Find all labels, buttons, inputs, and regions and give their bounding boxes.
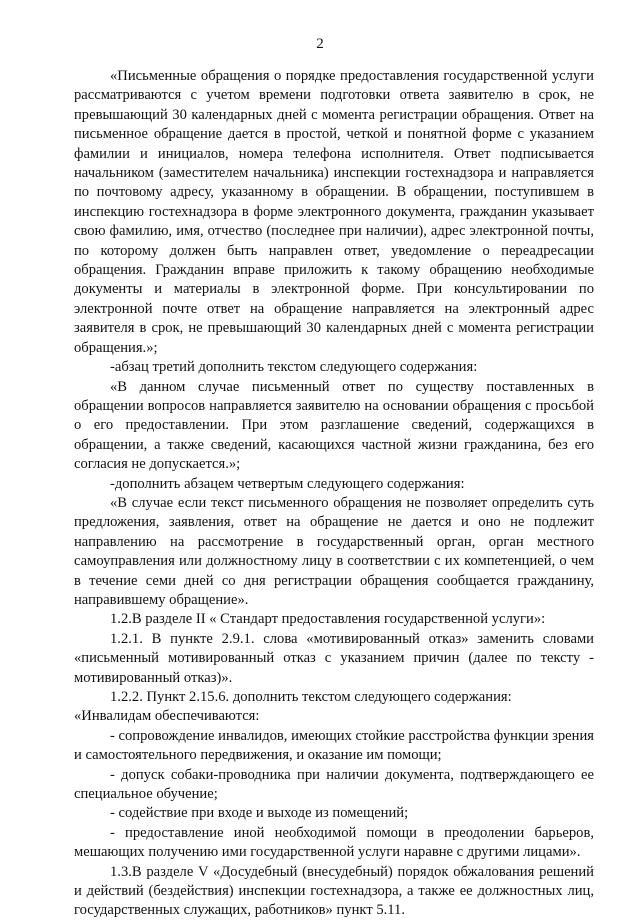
paragraph-item-1-2-1: 1.2.1. В пункте 2.9.1. слова «мотивированный отказ» заменить словами «письменный мотивированный отказ с указанием причин (далее по тексту - мотивированный отказ)». (74, 630, 594, 686)
paragraph-disabled-provided: «Инвалидам обеспечиваются: (74, 708, 260, 725)
paragraph-amend-fourth: -дополнить абзацем четвертым следующего содержания: (110, 475, 465, 492)
paragraph-escort: - сопровождение инвалидов, имеющих стойкие расстройства функции зрения и самостоятельного передвижения, и оказание им помощи; (74, 727, 594, 764)
paragraph-entrance-help: - содействие при входе и выходе из помещений; (110, 805, 409, 822)
paragraph-unclear-appeal: «В случае если текст письменного обращения не позволяет определить суть предложения, заявления, ответ на обращение не дается и оно не подлежит направлению на рассмотрение в государственный орган, орган местного самоуправления или должностному лицу в соответствии с их компетенцией, о чем в течение семи дней со дня регистрации обращения сообщается гражданину, направившему обращение». (74, 494, 594, 608)
paragraph-other-help: - предоставление иной необходимой помощи в преодолении барьеров, мешающих получению ими государственной услуги наравне с другими лицами». (74, 824, 594, 861)
paragraph-section-2: 1.2.В разделе II « Стандарт предоставления государственной услуги»: (110, 611, 546, 628)
paragraph-amend-third: -абзац третий дополнить текстом следующего содержания: (110, 359, 478, 376)
paragraph-guide-dog: - допуск собаки-проводника при наличии документа, подтверждающего ее специальное обучение; (74, 766, 594, 803)
page-number: 2 (316, 36, 324, 52)
document-body (74, 67, 594, 921)
paragraph-item-1-2-2: 1.2.2. Пункт 2.15.6. дополнить текстом следующего содержания: (110, 689, 512, 705)
paragraph-written-appeals: «Письменные обращения о порядке предоставления государственной услуги рассматриваются с учетом времени подготовки ответа заявителю в срок, не превышающий 30 календарных дней с момента регистрации обращения. Ответ на письменное обращение дается в простой, четкой и понятной форме с указанием фамилии и инициалов, номера телефона исполнителя. Ответ подписывается начальником (заместителем начальника) инспекции гостехнадзора и направляется по почтовому адресу, указанному в обращении. В обращении, поступившем в инспекцию гостехнадзора в форме электронного документа, гражданин указывает свою фамилию, имя, отчество (последнее при наличии), адрес электронной почты, по которому должен быть направлен ответ, уведомление о переадресации обращения. Гражданин вправе приложить к такому обращению необходимые документы и материалы в электронной форме. При консультировании по электронной почте ответ на обращение направляется на электронный адрес заявителя в срок, не превышающий 30 календарных дней с момента регистрации обращения.»; (74, 68, 594, 356)
paragraph-section-5: 1.3.В разделе V «Досудебный (внесудебный) порядок обжалования решений и действий (бездействия) инспекции гостехнадзора, а также ее должностных лиц, государственных служащих, работников» пункт 5.11. (74, 863, 594, 919)
paragraph-written-answer: «В данном случае письменный ответ по существу поставленных в обращении вопросов направляется заявителю на основании обращения с просьбой о его предоставлении. При этом разглашение сведений, содержащихся в обращении, а также сведений, касающихся частной жизни гражданина, без его согласия не допускается.»; (74, 378, 594, 473)
